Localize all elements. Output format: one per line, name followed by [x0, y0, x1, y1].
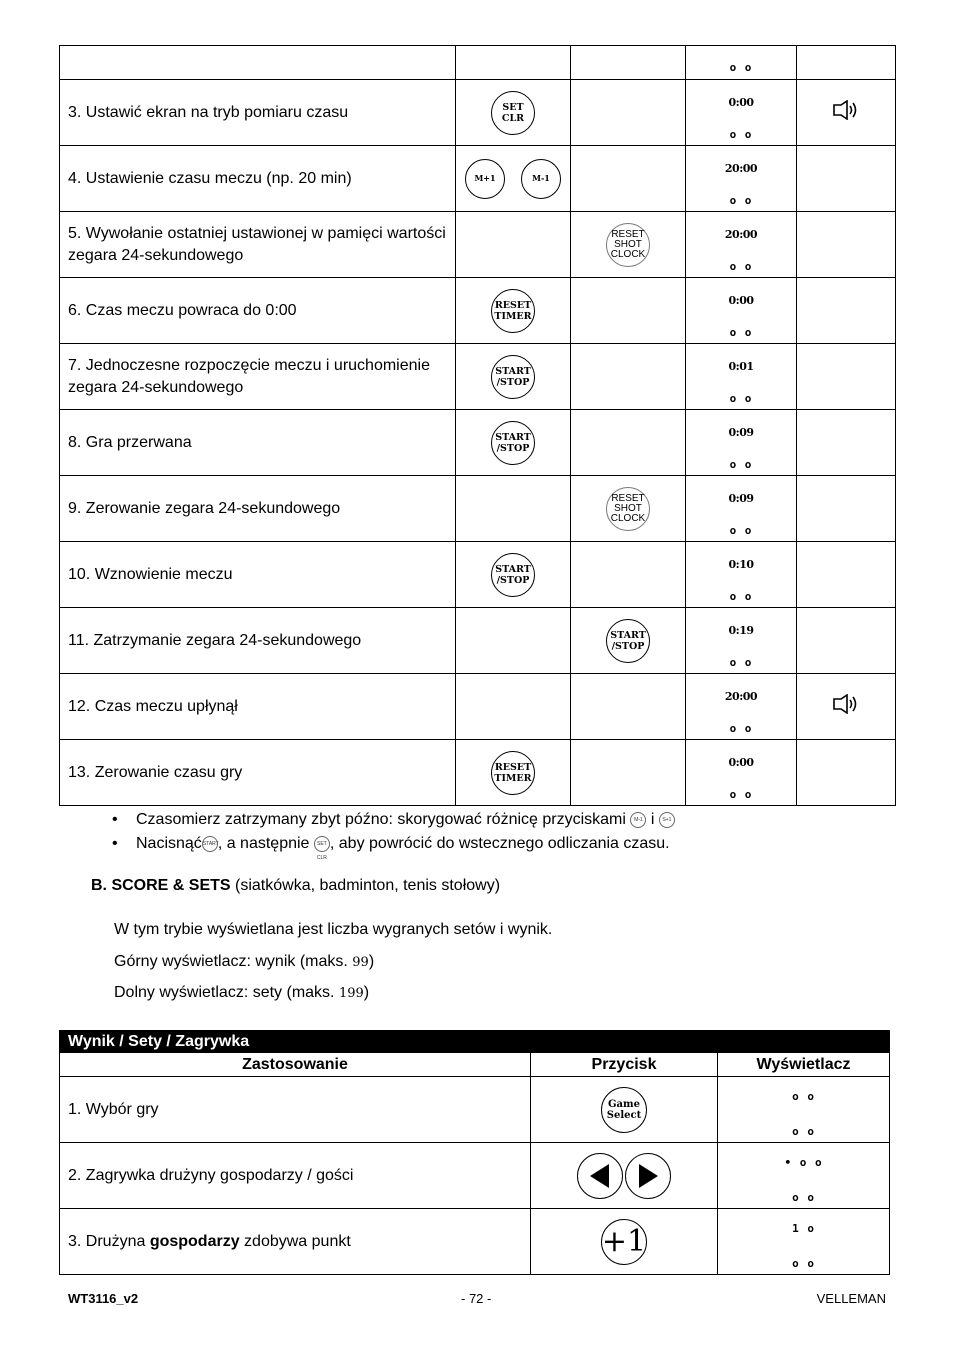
display-timer-value: 0:00: [728, 95, 754, 109]
table-row: [60, 212, 896, 278]
note-resume-countdown: • NacisnąćSTART, a następnie SET CLR, aby powrócić do wstecznego odliczania czasu.: [112, 832, 675, 856]
display-score-value: • o o: [784, 1155, 823, 1169]
sound-cell: [797, 278, 896, 344]
display-score-value: o o: [729, 325, 753, 339]
display-cell: [686, 542, 797, 608]
table-row: [60, 674, 896, 740]
display-cell: [686, 278, 797, 344]
table-row: [60, 542, 896, 608]
set-clr-icon: SET CLR: [314, 836, 330, 852]
button-cell: [531, 1077, 718, 1143]
reset-timer-button-icon: RESET TIMER: [491, 751, 535, 795]
display-sets-value: o o: [792, 1256, 815, 1270]
display-score-value: o o: [792, 1089, 815, 1103]
shot-clock-button-cell: [571, 344, 686, 410]
sound-cell: [797, 740, 896, 806]
display-timer-value: 20:00: [724, 161, 758, 175]
speaker-sound-icon: [832, 694, 860, 714]
display-score-value: o o: [729, 457, 753, 471]
display-cell: [718, 1209, 890, 1275]
display-cell: [686, 46, 797, 80]
button-cell: [456, 410, 571, 476]
display-cell: [686, 146, 797, 212]
button-cell: [456, 146, 571, 212]
display-score-value: o o: [729, 193, 753, 207]
shot-clock-button-cell: [571, 410, 686, 476]
table-row: [60, 740, 896, 806]
footer-page-number: - 72 -: [461, 1291, 492, 1306]
sound-cell: [797, 146, 896, 212]
shot-clock-button-cell: [571, 46, 686, 80]
table-band-title: Wynik / Sety / Zagrywka: [60, 1031, 890, 1053]
section-intro: W tym trybie wyświetlana jest liczba wygranych setów i wynik.: [114, 921, 553, 938]
table-row: [60, 410, 896, 476]
button-cell: [456, 674, 571, 740]
display-cell: [686, 212, 797, 278]
step-description: 7. Jednoczesne rozpoczęcie meczu i uruchomienie zegara 24-sekundowego: [60, 344, 456, 410]
display-timer-value: 0:00: [728, 293, 754, 307]
step-description: 3. Ustawić ekran na tryb pomiaru czasu: [60, 80, 456, 146]
upper-display-note: Górny wyświetlacz: wynik (maks. 99): [114, 953, 375, 970]
display-cell: [718, 1143, 890, 1209]
button-cell: [456, 278, 571, 344]
display-timer-value: 0:09: [728, 425, 754, 439]
table-row: [60, 80, 896, 146]
step-description: 11. Zatrzymanie zegara 24-sekundowego: [60, 608, 456, 674]
arrow-left-icon: [577, 1153, 623, 1199]
button-cell: [456, 46, 571, 80]
step-description: 1. Wybór gry: [60, 1077, 531, 1143]
table-row: [60, 608, 896, 674]
table-row: [60, 1209, 890, 1275]
table-row: [60, 476, 896, 542]
note-late-stop: • Czasomierz zatrzymany zbyt późno: skorygować różnicę przyciskami M-1 i S+1: [112, 808, 675, 832]
step-description: 5. Wywołanie ostatniej ustawionej w pamięci wartości zegara 24-sekundowego: [60, 212, 456, 278]
table-row: [60, 1077, 890, 1143]
sound-cell: [797, 608, 896, 674]
step-description: 12. Czas meczu upłynął: [60, 674, 456, 740]
display-score-value: o o: [729, 391, 753, 405]
table-row: [60, 1143, 890, 1209]
display-timer-value: 0:09: [728, 491, 754, 505]
button-cell: [456, 80, 571, 146]
shot-clock-button-cell: [571, 146, 686, 212]
shot-clock-button-cell: [571, 80, 686, 146]
step-description: 4. Ustawienie czasu meczu (np. 20 min): [60, 146, 456, 212]
sound-cell: [797, 476, 896, 542]
display-cell: [686, 740, 797, 806]
shot-clock-button-cell: [571, 674, 686, 740]
section-title: B. SCORE & SETS (siatkówka, badminton, tenis stołowy): [91, 877, 501, 894]
display-cell: [686, 608, 797, 674]
sound-cell: [797, 46, 896, 80]
display-timer-value: 20:00: [724, 689, 758, 703]
step-description: 2. Zagrywka drużyny gospodarzy / gości: [60, 1143, 531, 1209]
display-timer-value: 0:00: [728, 755, 754, 769]
button-cell: [531, 1143, 718, 1209]
step-description: 8. Gra przerwana: [60, 410, 456, 476]
table-row: [60, 278, 896, 344]
display-score-value: o o: [729, 127, 753, 141]
display-cell: [686, 344, 797, 410]
shot-clock-button-cell: [571, 608, 686, 674]
table-row: [60, 344, 896, 410]
sound-cell: [797, 542, 896, 608]
button-cell: [456, 212, 571, 278]
display-cell: [718, 1077, 890, 1143]
button-cell: [531, 1209, 718, 1275]
start-stop-button-icon: START /STOP: [491, 355, 535, 399]
lower-display-note: Dolny wyświetlacz: sety (maks. 199): [114, 984, 370, 1001]
shot-clock-button-cell: [571, 476, 686, 542]
notes-list: [112, 808, 675, 861]
m-1-button-icon: M+1: [465, 159, 505, 199]
reset-shot-clock-button-icon: RESET SHOT CLOCK: [606, 487, 650, 531]
start-stop-button-icon: START /STOP: [606, 619, 650, 663]
display-cell: [686, 674, 797, 740]
display-timer-value: 0:01: [728, 359, 754, 373]
display-timer-value: 0:10: [728, 557, 754, 571]
display-score-value: o o: [729, 589, 753, 603]
footer-brand: VELLEMAN: [816, 1291, 886, 1306]
step-description: 3. Drużyna gospodarzy zdobywa punkt: [60, 1209, 531, 1275]
step-description: 9. Zerowanie zegara 24-sekundowego: [60, 476, 456, 542]
start-stop-button-icon: START /STOP: [491, 553, 535, 597]
button-cell: [456, 476, 571, 542]
reset-timer-button-icon: RESET TIMER: [491, 289, 535, 333]
display-score-value: o o: [729, 523, 753, 537]
arrow-right-icon: [625, 1153, 671, 1199]
plus-one-button-icon: +1: [601, 1219, 647, 1265]
m-minus-1-icon: M-1: [630, 812, 646, 828]
set-clr-button-icon: SET CLR: [491, 91, 535, 135]
step-description: 10. Wznowienie meczu: [60, 542, 456, 608]
sound-cell: [797, 80, 896, 146]
start-icon: START: [202, 836, 218, 852]
display-timer-value: 20:00: [724, 227, 758, 241]
footer-model: WT3116_v2: [68, 1291, 139, 1306]
sound-cell: [797, 410, 896, 476]
table-row: [60, 146, 896, 212]
sound-cell: [797, 212, 896, 278]
button-cell: [456, 740, 571, 806]
header-display: Wyświetlacz: [718, 1053, 890, 1077]
display-score-value: o o: [729, 787, 753, 801]
button-cell: [456, 608, 571, 674]
reset-shot-clock-button-icon: RESET SHOT CLOCK: [606, 223, 650, 267]
speaker-sound-icon: [832, 100, 860, 120]
display-score-value: o o: [729, 60, 753, 74]
step-description: 6. Czas meczu powraca do 0:00: [60, 278, 456, 344]
shot-clock-steps-table: [59, 45, 896, 806]
display-sets-value: o o: [792, 1190, 815, 1204]
score-sets-table: [59, 1030, 890, 1275]
display-score-value: o o: [729, 655, 753, 669]
s-plus-1-icon: S+1: [659, 812, 675, 828]
m-1-button-icon: M-1: [521, 159, 561, 199]
display-cell: [686, 476, 797, 542]
start-stop-button-icon: START /STOP: [491, 421, 535, 465]
shot-clock-button-cell: [571, 212, 686, 278]
display-score-value: o o: [729, 259, 753, 273]
display-score-value: 1 o: [792, 1221, 815, 1235]
shot-clock-button-cell: [571, 542, 686, 608]
button-cell: [456, 344, 571, 410]
table-row: [60, 46, 896, 80]
button-cell: [456, 542, 571, 608]
display-score-value: o o: [729, 721, 753, 735]
step-description: 13. Zerowanie czasu gry: [60, 740, 456, 806]
sound-cell: [797, 674, 896, 740]
game-select-button-icon: Game Select: [601, 1087, 647, 1133]
display-cell: [686, 410, 797, 476]
shot-clock-button-cell: [571, 740, 686, 806]
step-description: [60, 46, 456, 80]
header-button: Przycisk: [531, 1053, 718, 1077]
shot-clock-button-cell: [571, 278, 686, 344]
display-timer-value: 0:19: [728, 623, 754, 637]
display-sets-value: o o: [792, 1124, 815, 1138]
header-usage: Zastosowanie: [60, 1053, 531, 1077]
sound-cell: [797, 344, 896, 410]
display-cell: [686, 80, 797, 146]
